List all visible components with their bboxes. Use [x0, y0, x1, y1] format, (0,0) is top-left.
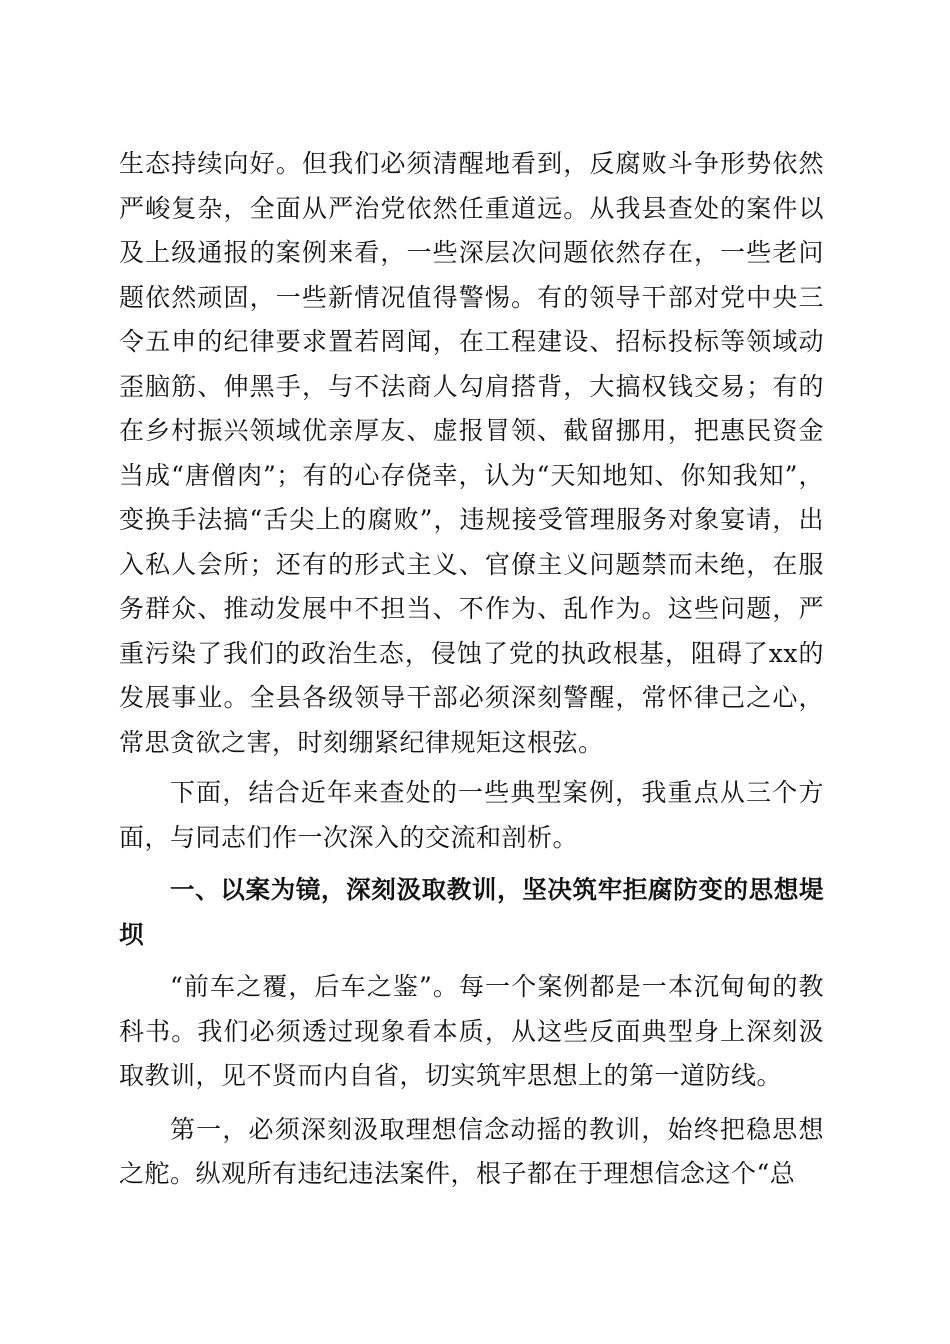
- section-heading-1: 一、以案为镜，深刻汲取教训，坚决筑牢拒腐防变的思想堤坝: [119, 875, 824, 949]
- body-paragraph-continuation: 生态持续向好。但我们必须清醒地看到，反腐败斗争形势依然严峻复杂，全面从严治党依然任重道远。从我县查处的案件以及上级通报的案例来看，一些深层次问题依然存在，一些老问题依然顽固，一些新情况值得警惕。有的领导干部对党中央三令五申的纪律要求置若罔闻，在工程建设、招标投标等领域动歪脑筋、伸黑手，与不法商人勾肩搭背，大搞权钱交易；有的在乡村振兴领域优亲厚友、虚报冒领、截留挪用，把惠民资金当成“唐僧肉”；有的心存侥幸，认为“天知地知、你知我知”，变换手法搞“舌尖上的腐败”，违规接受管理服务对象宴请，出入私人会所；还有的形式主义、官僚主义问题禁而未绝，在服务群众、推动发展中不担当、不作为、乱作为。这些问题，严重污染了我们的政治生态，侵蚀了党的执政根基，阻碍了xx的发展事业。全县各级领导干部必须深刻警醒，常怀律己之心，常思贪欲之害，时刻绷紧纪律规矩这根弦。: [119, 149, 824, 757]
- body-paragraph-intro: 下面，结合近年来查处的一些典型案例，我重点从三个方面，与同志们作一次深入的交流和剖析。: [119, 778, 824, 852]
- body-paragraph-quote: “前车之覆，后车之鉴”。每一个案例都是一本沉甸甸的教科书。我们必须透过现象看本质，从这些反面典型身上深刻汲取教训，见不贤而内自省，切实筑牢思想上的第一道防线。: [119, 972, 824, 1090]
- document-body: [119, 142, 824, 1197]
- body-paragraph-first-point: 第一，必须深刻汲取理想信念动摇的教训，始终把稳思想之舵。纵观所有违纪违法案件，根子都在于理想信念这个“总: [119, 1114, 824, 1188]
